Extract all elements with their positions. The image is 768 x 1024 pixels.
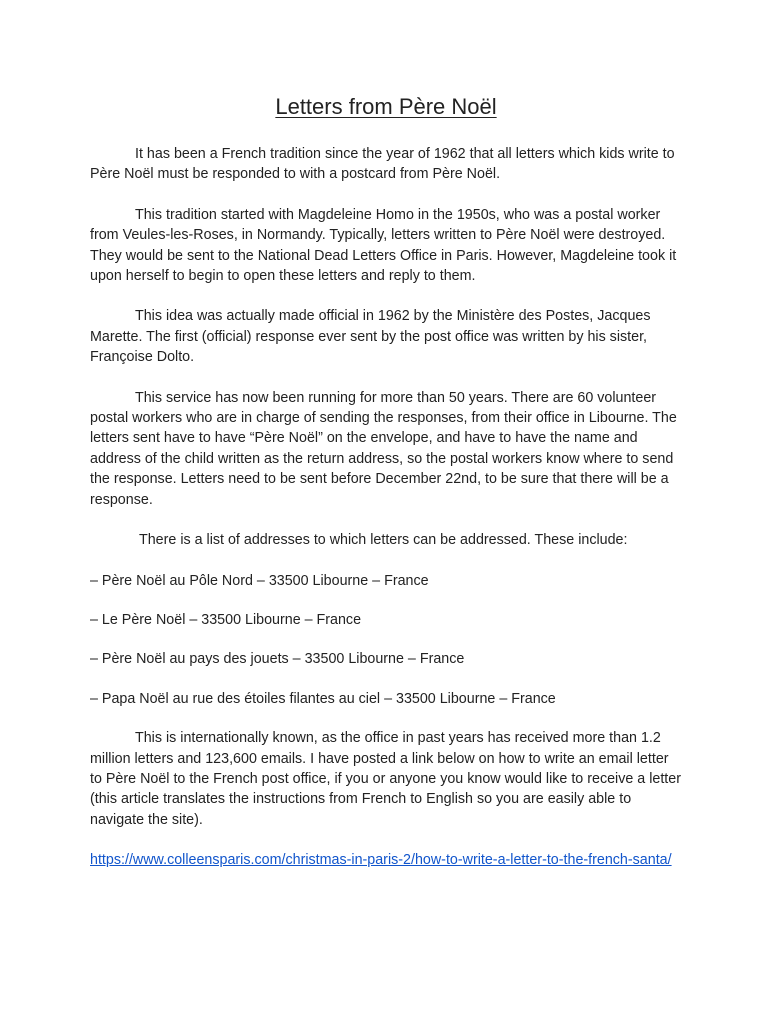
- address-line: – Le Père Noël – 33500 Libourne – France: [90, 611, 362, 628]
- paragraph-service: This service has now been running for more than 50 years. There are 60 volunteer postal workers who are in charge of sending the responses, from their office in Libourne. The letters sent have to have “Père Noël” on the envelope, and have to have the name and address of the child written as the return address, so the postal workers know where to send the response. Letters need to be sent before December 22nd, to be sure that there will be a response.: [90, 389, 677, 508]
- address-line: – Père Noël au pays des jouets – 33500 Libourne – France: [90, 651, 465, 668]
- paragraph-tradition: It has been a French tradition since the year of 1962 that all letters which kids write to Père Noël must be responded to with a postcard from Père Noël.: [90, 146, 675, 183]
- address-line: – Père Noël au Pôle Nord – 33500 Libourne – France: [90, 572, 429, 589]
- document-title: Letters from Père Noël: [275, 94, 497, 119]
- document-page: [90, 92, 682, 891]
- paragraph-official: This idea was actually made official in 1962 by the Ministère des Postes, Jacques Marette. The first (official) response ever sent by the post office was written by his sister, Françoise Dolto.: [90, 308, 651, 366]
- paragraph-address-intro: There is a list of addresses to which letters can be addressed. These include:: [139, 532, 628, 549]
- paragraph-closing: This is internationally known, as the office in past years has received more than 1.2 million letters and 123,600 emails. I have posted a link below on how to write an email letter to Père Noël to the French post office, if you or anyone you know would like to receive a letter (this article translates the instructions from French to English so you are easily able to navigate the site).: [90, 730, 681, 828]
- link-paragraph: [90, 850, 682, 870]
- colleensparis-link[interactable]: https://www.colleensparis.com/christmas-in-paris-2/how-to-write-a-letter-to-the-french-santa/: [90, 852, 672, 869]
- paragraph-origin: This tradition started with Magdeleine Homo in the 1950s, who was a postal worker from Veules-les-Roses, in Normandy. Typically, letters written to Père Noël were destroyed. They would be sent to the National Dead Letters Office in Paris. However, Magdeleine took it upon herself to begin to open these letters and reply to them.: [90, 206, 677, 285]
- address-line: – Papa Noël au rue des étoiles filantes au ciel – 33500 Libourne – France: [90, 690, 556, 707]
